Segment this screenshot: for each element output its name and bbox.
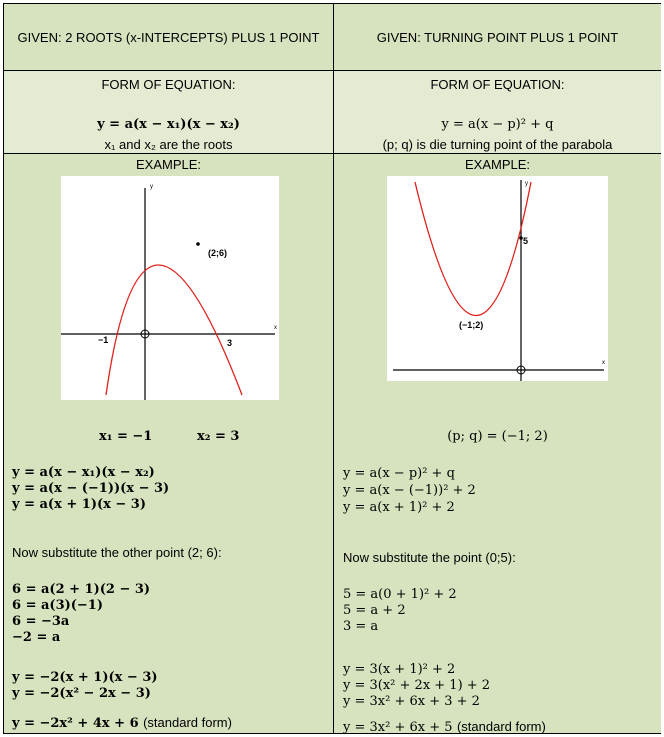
right-parabola-graph	[387, 176, 608, 381]
left-axis-y-label: y	[150, 184, 153, 190]
right-substitute-text: Now substitute the point (0;5):	[343, 550, 516, 565]
right-steps2	[343, 587, 457, 635]
left-axis-x-label: x	[274, 325, 277, 331]
left-step2-line: 6 = a(3)(−1)	[12, 598, 103, 613]
left-root-right-label: 3	[227, 338, 233, 348]
right-form-title: FORM OF EQUATION:	[430, 77, 565, 92]
left-steps2	[12, 582, 150, 646]
row-divider-1	[4, 70, 660, 71]
right-final-line	[343, 718, 546, 736]
left-step1-line: y = a(x − (−1))(x − 3)	[12, 481, 170, 496]
right-tp-label: (−1;2)	[459, 320, 484, 330]
right-form-cell	[334, 71, 661, 153]
left-final-equation: y = −2x² + 4x + 6	[12, 716, 139, 731]
left-point-marker	[196, 242, 200, 246]
left-steps3	[12, 670, 158, 702]
right-header-cell	[334, 4, 661, 70]
right-final-equation: y = 3x² + 6x + 5	[343, 720, 453, 735]
left-form-title: FORM OF EQUATION:	[101, 77, 236, 92]
right-form-equation: y = a(x − p)² + q	[441, 117, 554, 132]
row-divider-2	[4, 153, 660, 154]
right-step3-line: y = 3x² + 6x + 3 + 2	[343, 694, 480, 709]
left-parabola-graph	[61, 176, 279, 400]
right-step1-line: y = a(x + 1)² + 2	[343, 500, 455, 515]
right-axis-y-label: y	[525, 181, 528, 187]
left-step2-line: 6 = −3a	[12, 614, 70, 629]
right-final-note: (standard form)	[456, 719, 546, 734]
comparison-table	[3, 3, 661, 734]
left-root-left-label: −1	[98, 335, 109, 345]
right-step2-line: 5 = a(0 + 1)² + 2	[343, 587, 457, 602]
left-root-x1: x₁ = −1	[99, 429, 153, 444]
left-step1-line: y = a(x − x₁)(x − x₂)	[12, 465, 155, 480]
right-header: GIVEN: TURNING POINT PLUS 1 POINT	[376, 29, 619, 45]
left-final-note: (standard form)	[143, 715, 232, 730]
right-intercept-label: 5	[523, 236, 529, 246]
left-form-equation: y = a(x − x₁)(x − x₂)	[97, 117, 240, 132]
right-example-title: EXAMPLE:	[464, 157, 531, 172]
column-divider	[333, 4, 334, 733]
left-step2-line: 6 = a(2 + 1)(2 − 3)	[12, 582, 151, 597]
left-root-x2: x₂ = 3	[197, 429, 240, 444]
left-example-title: EXAMPLE:	[135, 157, 202, 172]
left-point-label: (2;6)	[208, 248, 228, 258]
right-form-note: (p; q) is die turning point of the parabola	[382, 137, 613, 152]
right-step1-line: y = a(x − p)² + q	[343, 466, 455, 481]
right-step2-line: 3 = a	[343, 619, 379, 634]
right-step3-line: y = 3(x² + 2x + 1) + 2	[343, 678, 491, 693]
left-step1-line: y = a(x + 1)(x − 3)	[12, 497, 147, 512]
right-tp-equation: (p; q) = (−1; 2)	[447, 429, 548, 444]
right-steps3	[343, 662, 490, 710]
left-final-line	[12, 714, 232, 732]
left-example-cell	[4, 154, 333, 733]
left-step2-line: −2 = a	[12, 630, 61, 645]
left-steps1	[12, 465, 169, 513]
right-steps1	[343, 465, 476, 516]
left-header: GIVEN: 2 ROOTS (x-INTERCEPTS) PLUS 1 POINT	[17, 29, 320, 45]
right-step2-line: 5 = a + 2	[343, 603, 406, 618]
left-step3-line: y = −2(x² − 2x − 3)	[12, 686, 151, 701]
left-substitute-text: Now substitute the other point (2; 6):	[12, 545, 222, 560]
right-example-cell	[334, 154, 661, 733]
left-form-cell	[4, 71, 333, 153]
right-step3-line: y = 3(x + 1)² + 2	[343, 662, 456, 677]
right-step1-line: y = a(x − (−1))² + 2	[343, 483, 476, 498]
left-step3-line: y = −2(x + 1)(x − 3)	[12, 670, 158, 685]
right-axis-x-label: x	[602, 360, 605, 366]
left-form-note: x₁ and x₂ are the roots	[104, 137, 233, 152]
left-header-cell	[4, 4, 333, 70]
